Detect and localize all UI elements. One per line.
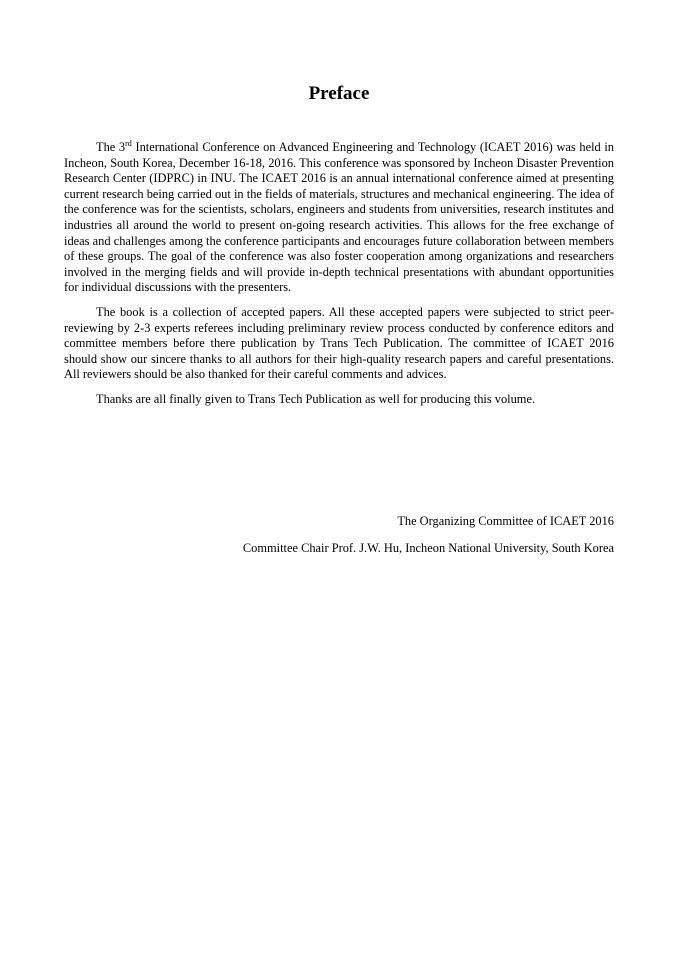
paragraph-intro-text-start: The 3 bbox=[96, 140, 126, 154]
signature-committee: The Organizing Committee of ICAET 2016 bbox=[397, 514, 614, 528]
paragraph-review: The book is a collection of accepted papers. All these accepted papers were subjected to strict peer-reviewing by 2-3 experts referees including preliminary review process conducted by conference editors and committee members before there publication by Trans Tech Publication. The committee of ICAET 2016 should show our sincere thanks to all authors for their high-quality research papers and careful presentations. All reviewers should be also thanked for their careful comments and advices. bbox=[64, 304, 614, 382]
signature-block bbox=[243, 514, 614, 567]
paragraph-intro-text-rest: International Conference on Advanced Engineering and Technology (ICAET 2016) was held in Incheon, South Korea, December 16-18, 2016. This conference was sponsored by Incheon Disaster Prevention Research Center (IDPRC) in INU. The ICAET 2016 is an annual international conference aimed at presenting current research being carried out in the fields of materials, structures and mechanical engineering. The idea of the conference was for the scientists, scholars, engineers and students from universities, research institutes and industries all around the world to present on-going research activities. This allows for the free exchange of ideas and challenges among the conference participants and encourages future collaboration between members of these groups. The goal of the conference was also foster cooperation among organizations and researchers involved in the merging fields and will provide in-depth technical presentations with abundant opportunities for individual discussions with the presenters. bbox=[64, 140, 615, 295]
page-title: Preface bbox=[308, 83, 370, 104]
preface-body bbox=[64, 140, 614, 417]
paragraph-intro bbox=[64, 140, 614, 296]
signature-chair: Committee Chair Prof. J.W. Hu, Incheon National University, South Korea bbox=[242, 540, 614, 555]
paragraph-thanks: Thanks are all finally given to Trans Tech Publication as well for producing this volume. bbox=[96, 391, 536, 406]
ordinal-suffix: rd bbox=[125, 139, 132, 148]
